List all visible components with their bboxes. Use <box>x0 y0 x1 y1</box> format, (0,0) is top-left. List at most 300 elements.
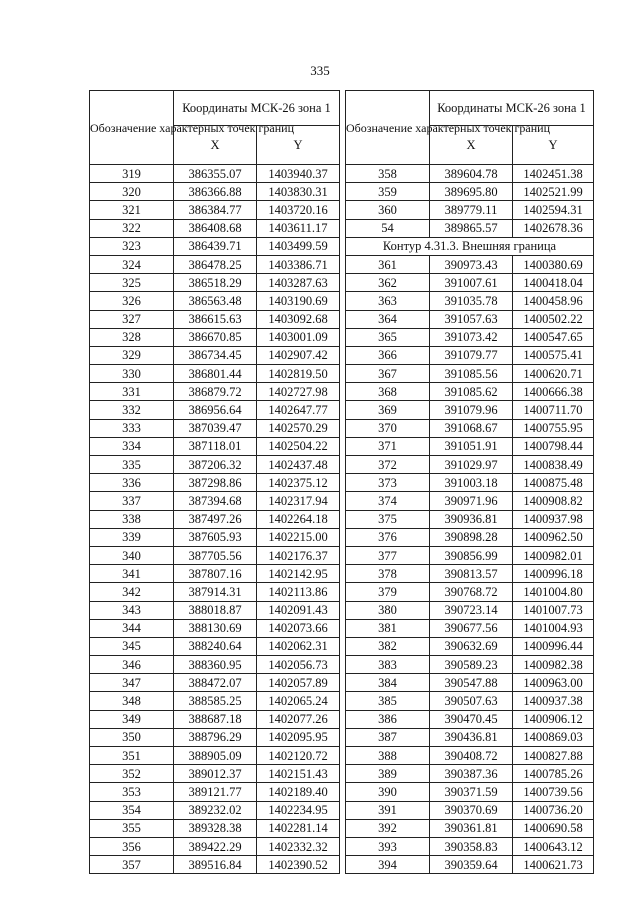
x-coordinate: 389422.29 <box>174 837 257 855</box>
y-coordinate: 1403001.09 <box>257 328 340 346</box>
table-row <box>346 510 594 528</box>
x-coordinate: 386563.48 <box>174 292 257 310</box>
point-number: 334 <box>90 437 174 455</box>
point-number: 348 <box>90 692 174 710</box>
table-row <box>346 619 594 637</box>
y-coordinate: 1400962.50 <box>513 528 594 546</box>
table-row <box>346 165 594 183</box>
table-row <box>346 219 594 237</box>
left-table-body <box>90 165 340 874</box>
table-row <box>90 201 340 219</box>
y-coordinate: 1402057.89 <box>257 674 340 692</box>
y-coordinate: 1400418.04 <box>513 274 594 292</box>
x-coordinate: 390856.99 <box>430 546 513 564</box>
designation-header: Обозначение характерных точек границ <box>346 91 430 165</box>
x-coordinate: 390358.83 <box>430 837 513 855</box>
x-coordinate: 390370.69 <box>430 801 513 819</box>
y-coordinate: 1402521.99 <box>513 183 594 201</box>
y-coordinate: 1400937.38 <box>513 692 594 710</box>
y-coordinate: 1400502.22 <box>513 310 594 328</box>
point-number: 394 <box>346 856 430 874</box>
table-row <box>90 656 340 674</box>
x-coordinate: 390359.64 <box>430 856 513 874</box>
table-row <box>346 419 594 437</box>
table-row <box>90 274 340 292</box>
point-number: 359 <box>346 183 430 201</box>
y-coordinate: 1400875.48 <box>513 474 594 492</box>
y-coordinate: 1402176.37 <box>257 546 340 564</box>
y-coordinate: 1400906.12 <box>513 710 594 728</box>
point-number: 341 <box>90 565 174 583</box>
coordinates-header: Координаты МСК-26 зона 1 <box>174 91 340 126</box>
table-row <box>346 747 594 765</box>
point-number: 380 <box>346 601 430 619</box>
x-coordinate: 386355.07 <box>174 165 257 183</box>
y-coordinate: 1400937.98 <box>513 510 594 528</box>
x-coordinate: 391079.77 <box>430 346 513 364</box>
point-number: 338 <box>90 510 174 528</box>
table-row <box>90 183 340 201</box>
table-row <box>90 565 340 583</box>
y-coordinate: 1400827.88 <box>513 747 594 765</box>
table-row <box>346 583 594 601</box>
table-row <box>90 474 340 492</box>
x-coordinate: 389695.80 <box>430 183 513 201</box>
point-number: 392 <box>346 819 430 837</box>
x-coordinate: 388687.18 <box>174 710 257 728</box>
x-coordinate: 388585.25 <box>174 692 257 710</box>
y-coordinate: 1402073.66 <box>257 619 340 637</box>
point-number: 389 <box>346 765 430 783</box>
point-number: 371 <box>346 437 430 455</box>
y-coordinate: 1402332.32 <box>257 837 340 855</box>
y-coordinate: 1400458.96 <box>513 292 594 310</box>
table-row <box>346 255 594 273</box>
x-coordinate: 390898.28 <box>430 528 513 546</box>
point-number: 353 <box>90 783 174 801</box>
x-coordinate: 386734.45 <box>174 346 257 364</box>
x-coordinate: 388240.64 <box>174 637 257 655</box>
x-coordinate: 387705.56 <box>174 546 257 564</box>
y-coordinate: 1400736.20 <box>513 801 594 819</box>
y-coordinate: 1402678.36 <box>513 219 594 237</box>
y-coordinate: 1403940.37 <box>257 165 340 183</box>
y-coordinate: 1401007.73 <box>513 601 594 619</box>
x-coordinate: 386384.77 <box>174 201 257 219</box>
x-coordinate: 387394.68 <box>174 492 257 510</box>
x-coordinate: 388796.29 <box>174 728 257 746</box>
point-number: 355 <box>90 819 174 837</box>
y-coordinate: 1401004.93 <box>513 619 594 637</box>
x-coordinate: 389865.57 <box>430 219 513 237</box>
x-coordinate: 389328.38 <box>174 819 257 837</box>
table-row <box>90 819 340 837</box>
table-row <box>346 674 594 692</box>
table-row <box>346 474 594 492</box>
x-coordinate: 390547.88 <box>430 674 513 692</box>
table-row <box>346 765 594 783</box>
y-coordinate: 1400838.49 <box>513 456 594 474</box>
table-row <box>90 492 340 510</box>
contour-label: Контур 4.31.3. Внешняя граница <box>346 237 594 255</box>
x-coordinate: 386956.64 <box>174 401 257 419</box>
x-coordinate: 390971.96 <box>430 492 513 510</box>
y-coordinate: 1402113.86 <box>257 583 340 601</box>
y-coordinate: 1403092.68 <box>257 310 340 328</box>
point-number: 366 <box>346 346 430 364</box>
right-table-body-top <box>346 165 594 238</box>
point-number: 363 <box>346 292 430 310</box>
y-coordinate: 1400996.44 <box>513 637 594 655</box>
point-number: 342 <box>90 583 174 601</box>
table-row <box>90 165 340 183</box>
table-row <box>90 856 340 874</box>
y-coordinate: 1400982.01 <box>513 546 594 564</box>
x-coordinate: 389604.78 <box>430 165 513 183</box>
point-number: 319 <box>90 165 174 183</box>
x-coordinate: 390813.57 <box>430 565 513 583</box>
point-number: 365 <box>346 328 430 346</box>
designation-header: Обозначение характерных точек границ <box>90 91 174 165</box>
y-coordinate: 1402189.40 <box>257 783 340 801</box>
x-coordinate: 386879.72 <box>174 383 257 401</box>
table-row <box>346 710 594 728</box>
point-number: 382 <box>346 637 430 655</box>
point-number: 368 <box>346 383 430 401</box>
table-row <box>90 710 340 728</box>
table-row <box>90 383 340 401</box>
table-row <box>346 801 594 819</box>
table-row <box>90 783 340 801</box>
table-row <box>346 201 594 219</box>
table-row <box>346 565 594 583</box>
y-coordinate: 1402077.26 <box>257 710 340 728</box>
point-number: 358 <box>346 165 430 183</box>
x-coordinate: 391003.18 <box>430 474 513 492</box>
point-number: 379 <box>346 583 430 601</box>
y-coordinate: 1400380.69 <box>513 255 594 273</box>
point-number: 322 <box>90 219 174 237</box>
y-coordinate: 1402570.29 <box>257 419 340 437</box>
point-number: 345 <box>90 637 174 655</box>
contour-row <box>346 237 594 255</box>
point-number: 356 <box>90 837 174 855</box>
table-row <box>346 692 594 710</box>
y-coordinate: 1402390.52 <box>257 856 340 874</box>
point-number: 384 <box>346 674 430 692</box>
coordinates-table-left <box>89 90 340 874</box>
y-coordinate: 1402062.31 <box>257 637 340 655</box>
point-number: 385 <box>346 692 430 710</box>
y-coordinate: 1400739.56 <box>513 783 594 801</box>
point-number: 54 <box>346 219 430 237</box>
y-coordinate: 1402142.95 <box>257 565 340 583</box>
table-row <box>346 437 594 455</box>
y-coordinate: 1402234.95 <box>257 801 340 819</box>
point-number: 374 <box>346 492 430 510</box>
table-row <box>90 419 340 437</box>
point-number: 337 <box>90 492 174 510</box>
x-coordinate: 387118.01 <box>174 437 257 455</box>
table-row <box>346 601 594 619</box>
x-coordinate: 390768.72 <box>430 583 513 601</box>
table-row <box>346 183 594 201</box>
y-coordinate: 1403386.71 <box>257 255 340 273</box>
y-coordinate: 1402504.22 <box>257 437 340 455</box>
table-row <box>90 255 340 273</box>
y-coordinate: 1403190.69 <box>257 292 340 310</box>
point-number: 362 <box>346 274 430 292</box>
point-number: 390 <box>346 783 430 801</box>
point-number: 333 <box>90 419 174 437</box>
y-coordinate: 1400755.95 <box>513 419 594 437</box>
x-coordinate: 386408.68 <box>174 219 257 237</box>
y-coordinate: 1402451.38 <box>513 165 594 183</box>
table-row <box>90 219 340 237</box>
point-number: 350 <box>90 728 174 746</box>
point-number: 344 <box>90 619 174 637</box>
x-coordinate: 389232.02 <box>174 801 257 819</box>
x-coordinate: 390361.81 <box>430 819 513 837</box>
y-coordinate: 1400996.18 <box>513 565 594 583</box>
point-number: 360 <box>346 201 430 219</box>
table-row <box>90 292 340 310</box>
y-coordinate: 1402065.24 <box>257 692 340 710</box>
x-coordinate: 390507.63 <box>430 692 513 710</box>
table-row <box>90 728 340 746</box>
point-number: 378 <box>346 565 430 583</box>
point-number: 346 <box>90 656 174 674</box>
y-header: Y <box>513 126 594 165</box>
y-coordinate: 1402215.00 <box>257 528 340 546</box>
y-coordinate: 1400575.41 <box>513 346 594 364</box>
y-coordinate: 1402907.42 <box>257 346 340 364</box>
y-coordinate: 1402594.31 <box>513 201 594 219</box>
y-coordinate: 1400711.70 <box>513 401 594 419</box>
point-number: 361 <box>346 255 430 273</box>
point-number: 324 <box>90 255 174 273</box>
y-coordinate: 1402647.77 <box>257 401 340 419</box>
table-row <box>346 637 594 655</box>
point-number: 354 <box>90 801 174 819</box>
table-row <box>346 456 594 474</box>
point-number: 364 <box>346 310 430 328</box>
x-coordinate: 387807.16 <box>174 565 257 583</box>
table-row <box>90 237 340 255</box>
table-row <box>346 656 594 674</box>
y-coordinate: 1400620.71 <box>513 365 594 383</box>
contour-section <box>346 237 594 255</box>
y-coordinate: 1402151.43 <box>257 765 340 783</box>
x-coordinate: 388360.95 <box>174 656 257 674</box>
table-row <box>346 383 594 401</box>
x-coordinate: 391007.61 <box>430 274 513 292</box>
y-coordinate: 1400963.00 <box>513 674 594 692</box>
table-row <box>90 365 340 383</box>
table-row <box>346 492 594 510</box>
x-coordinate: 387039.47 <box>174 419 257 437</box>
table-row <box>90 437 340 455</box>
y-coordinate: 1400690.58 <box>513 819 594 837</box>
x-coordinate: 390723.14 <box>430 601 513 619</box>
x-coordinate: 390371.59 <box>430 783 513 801</box>
y-coordinate: 1400547.65 <box>513 328 594 346</box>
x-coordinate: 389012.37 <box>174 765 257 783</box>
table-row <box>90 583 340 601</box>
x-coordinate: 390936.81 <box>430 510 513 528</box>
point-number: 328 <box>90 328 174 346</box>
table-row <box>346 783 594 801</box>
table-row <box>90 510 340 528</box>
y-coordinate: 1402819.50 <box>257 365 340 383</box>
point-number: 393 <box>346 837 430 855</box>
x-coordinate: 386366.88 <box>174 183 257 201</box>
y-coordinate: 1402264.18 <box>257 510 340 528</box>
x-coordinate: 388130.69 <box>174 619 257 637</box>
table-row <box>90 801 340 819</box>
point-number: 387 <box>346 728 430 746</box>
y-coordinate: 1400798.44 <box>513 437 594 455</box>
x-coordinate: 390387.36 <box>430 765 513 783</box>
x-coordinate: 389516.84 <box>174 856 257 874</box>
y-coordinate: 1400869.03 <box>513 728 594 746</box>
point-number: 375 <box>346 510 430 528</box>
point-number: 347 <box>90 674 174 692</box>
x-coordinate: 391057.63 <box>430 310 513 328</box>
x-coordinate: 386439.71 <box>174 237 257 255</box>
y-coordinate: 1400643.12 <box>513 837 594 855</box>
point-number: 330 <box>90 365 174 383</box>
y-coordinate: 1402120.72 <box>257 747 340 765</box>
x-coordinate: 391051.91 <box>430 437 513 455</box>
point-number: 340 <box>90 546 174 564</box>
table-row <box>346 346 594 364</box>
x-coordinate: 389121.77 <box>174 783 257 801</box>
point-number: 325 <box>90 274 174 292</box>
x-coordinate: 390436.81 <box>430 728 513 746</box>
table-row <box>346 328 594 346</box>
x-coordinate: 390470.45 <box>430 710 513 728</box>
x-coordinate: 390589.23 <box>430 656 513 674</box>
point-number: 339 <box>90 528 174 546</box>
point-number: 381 <box>346 619 430 637</box>
point-number: 369 <box>346 401 430 419</box>
x-coordinate: 388472.07 <box>174 674 257 692</box>
y-coordinate: 1402437.48 <box>257 456 340 474</box>
y-coordinate: 1402317.94 <box>257 492 340 510</box>
table-row <box>346 365 594 383</box>
point-number: 352 <box>90 765 174 783</box>
x-coordinate: 391079.96 <box>430 401 513 419</box>
point-number: 373 <box>346 474 430 492</box>
x-coordinate: 390677.56 <box>430 619 513 637</box>
table-row <box>346 856 594 874</box>
x-coordinate: 390973.43 <box>430 255 513 273</box>
y-coordinate: 1400621.73 <box>513 856 594 874</box>
x-coordinate: 387298.86 <box>174 474 257 492</box>
y-header: Y <box>257 126 340 165</box>
y-coordinate: 1402095.95 <box>257 728 340 746</box>
x-coordinate: 386670.85 <box>174 328 257 346</box>
y-coordinate: 1400908.82 <box>513 492 594 510</box>
x-coordinate: 387497.26 <box>174 510 257 528</box>
table-row <box>90 310 340 328</box>
y-coordinate: 1402727.98 <box>257 383 340 401</box>
table-row <box>346 546 594 564</box>
x-header: X <box>174 126 257 165</box>
table-row <box>90 765 340 783</box>
x-coordinate: 388905.09 <box>174 747 257 765</box>
point-number: 336 <box>90 474 174 492</box>
table-row <box>90 601 340 619</box>
x-coordinate: 387206.32 <box>174 456 257 474</box>
point-number: 388 <box>346 747 430 765</box>
point-number: 320 <box>90 183 174 201</box>
y-coordinate: 1403830.31 <box>257 183 340 201</box>
x-coordinate: 389779.11 <box>430 201 513 219</box>
x-coordinate: 386801.44 <box>174 365 257 383</box>
x-coordinate: 390632.69 <box>430 637 513 655</box>
table-row <box>90 546 340 564</box>
table-row <box>346 837 594 855</box>
table-row <box>90 619 340 637</box>
y-coordinate: 1401004.80 <box>513 583 594 601</box>
point-number: 383 <box>346 656 430 674</box>
point-number: 327 <box>90 310 174 328</box>
point-number: 386 <box>346 710 430 728</box>
table-row <box>90 637 340 655</box>
y-coordinate: 1403499.59 <box>257 237 340 255</box>
x-coordinate: 386518.29 <box>174 274 257 292</box>
point-number: 332 <box>90 401 174 419</box>
point-number: 367 <box>346 365 430 383</box>
x-coordinate: 391035.78 <box>430 292 513 310</box>
table-row <box>346 274 594 292</box>
page-number: 335 <box>310 63 330 78</box>
point-number: 321 <box>90 201 174 219</box>
y-coordinate: 1402091.43 <box>257 601 340 619</box>
table-row <box>346 728 594 746</box>
x-coordinate: 391085.62 <box>430 383 513 401</box>
point-number: 357 <box>90 856 174 874</box>
table-row <box>346 292 594 310</box>
table-row <box>90 528 340 546</box>
table-row <box>90 692 340 710</box>
x-coordinate: 390408.72 <box>430 747 513 765</box>
y-coordinate: 1403287.63 <box>257 274 340 292</box>
point-number: 372 <box>346 456 430 474</box>
table-row <box>346 819 594 837</box>
table-row <box>346 401 594 419</box>
coordinates-header: Координаты МСК-26 зона 1 <box>430 91 594 126</box>
right-table-body-bottom <box>346 255 594 873</box>
point-number: 329 <box>90 346 174 364</box>
y-coordinate: 1400666.38 <box>513 383 594 401</box>
x-coordinate: 388018.87 <box>174 601 257 619</box>
table-row <box>90 837 340 855</box>
x-coordinate: 387914.31 <box>174 583 257 601</box>
y-coordinate: 1402056.73 <box>257 656 340 674</box>
point-number: 351 <box>90 747 174 765</box>
table-row <box>90 346 340 364</box>
y-coordinate: 1400785.26 <box>513 765 594 783</box>
point-number: 323 <box>90 237 174 255</box>
point-number: 376 <box>346 528 430 546</box>
point-number: 370 <box>346 419 430 437</box>
x-coordinate: 391068.67 <box>430 419 513 437</box>
x-coordinate: 387605.93 <box>174 528 257 546</box>
y-coordinate: 1402281.14 <box>257 819 340 837</box>
